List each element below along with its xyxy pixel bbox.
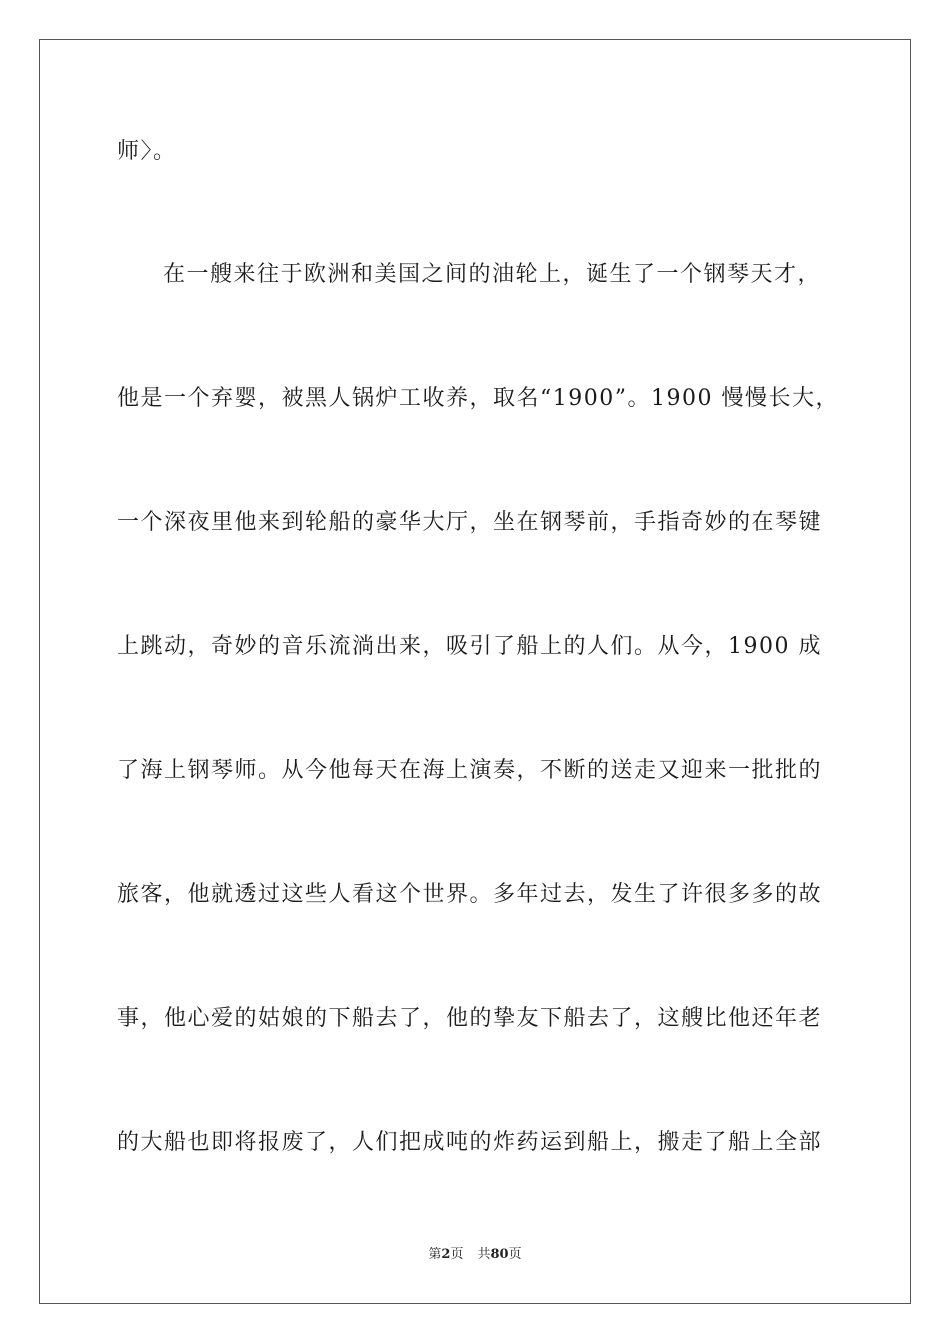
page-number: 2 — [441, 1247, 451, 1262]
text-line: 师〉。 — [117, 139, 177, 164]
paragraph-first-line: 在一艘来往于欧洲和美国之间的油轮上，诞生了一个钢琴天才， — [163, 262, 822, 287]
text-line: 一个深夜里他来到轮船的豪华大厅，坐在钢琴前，手指奇妙的在琴键 — [117, 510, 823, 535]
total-pages: 80 — [490, 1247, 509, 1262]
text-line: 旅客，他就透过这些人看这个世界。多年过去，发生了许很多多的故 — [117, 882, 823, 907]
page-label-prefix: 第 — [428, 1247, 442, 1262]
text-line: 的大船也即将报废了，人们把成吨的炸药运到船上，搬走了船上全部 — [117, 1130, 823, 1155]
total-label-suffix: 页 — [508, 1247, 522, 1262]
text-line: 上跳动，奇妙的音乐流淌出来，吸引了船上的人们。从今，1900 成 — [117, 634, 822, 659]
text-line: 他是一个弃婴，被黑人锅炉工收养，取名“1900”。1900 慢慢长大， — [117, 386, 839, 411]
page-border — [39, 39, 911, 1304]
page-footer — [0, 1246, 950, 1264]
page-label-suffix: 页 — [450, 1247, 464, 1262]
total-label-prefix: 共 — [477, 1247, 491, 1262]
text-line: 了海上钢琴师。从今他每天在海上演奏，不断的送走又迎来一批批的 — [117, 758, 823, 783]
text-line: 事，他心爱的姑娘的下船去了，他的挚友下船去了，这艘比他还年老 — [117, 1006, 823, 1031]
